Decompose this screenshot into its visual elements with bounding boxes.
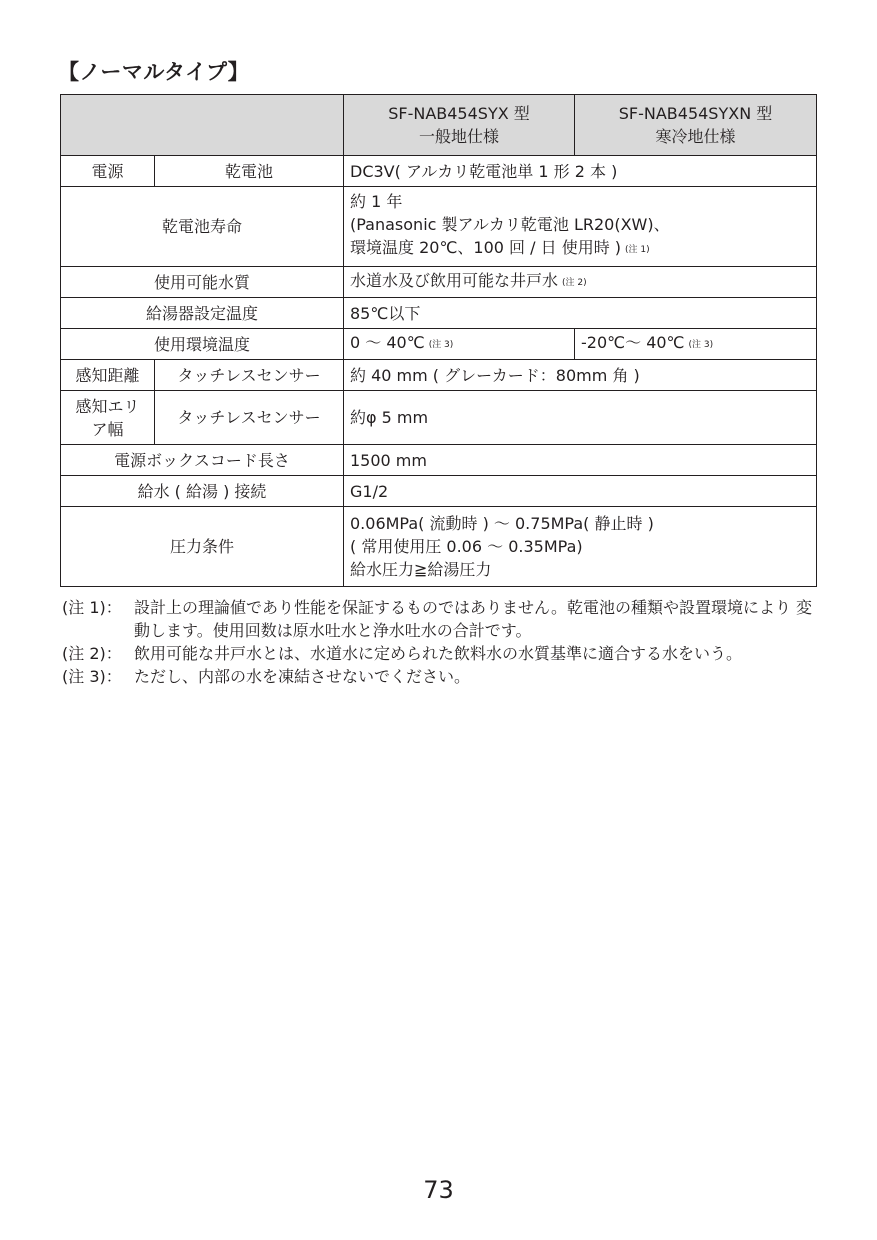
footnote-2 xyxy=(62,642,822,665)
table-row xyxy=(61,187,817,267)
model-spec-2: 寒冷地仕様 xyxy=(655,127,736,146)
pressure-line3: 給水圧力≧給湯圧力 xyxy=(350,560,492,579)
page-number: 73 xyxy=(423,1176,454,1204)
cord-length-label: 電源ボックスコード長さ xyxy=(61,445,344,476)
detect-area-label-line1: 感知エリ xyxy=(75,396,140,416)
detect-area-sub: タッチレスセンサー xyxy=(155,391,344,445)
power-label: 電源 xyxy=(61,156,155,187)
model-name-2: SF-NAB454SYXN 型 xyxy=(618,104,773,123)
table-row xyxy=(61,507,817,587)
note-ref-3b: (注 3) xyxy=(688,339,714,350)
heater-temp-value: 85℃以下 xyxy=(344,298,817,329)
detect-distance-sub: タッチレスセンサー xyxy=(155,360,344,391)
connection-label: 給水 ( 給湯 ) 接続 xyxy=(61,476,344,507)
footnote-label: (注 1)： xyxy=(62,598,122,617)
battery-life-value xyxy=(344,187,817,267)
section-heading: 【ノーマルタイプ】 xyxy=(58,60,250,84)
note-ref-1: (注 1) xyxy=(625,245,650,255)
footnotes xyxy=(62,596,822,688)
pressure-value xyxy=(344,507,817,587)
env-temp-value-2 xyxy=(575,329,817,360)
model-spec-1: 一般地仕様 xyxy=(418,127,499,146)
env-temp-text-1: 0 ～ 40℃ xyxy=(350,332,425,352)
note-ref-2: (注 2) xyxy=(562,277,587,288)
env-temp-text-2: -20℃～ 40℃ xyxy=(581,332,685,352)
env-temp-value-1 xyxy=(344,329,575,360)
detect-area-value: 約φ 5 mm xyxy=(344,391,817,445)
heater-temp-label: 給湯器設定温度 xyxy=(61,298,344,329)
water-quality-label: 使用可能水質 xyxy=(61,267,344,298)
header-blank-cell xyxy=(61,95,344,156)
pressure-line2: ( 常用使用圧 0.06 ～ 0.35MPa) xyxy=(350,537,583,556)
power-value: DC3V( アルカリ乾電池単 1 形 2 本 ) xyxy=(344,156,817,187)
table-header-row xyxy=(61,95,817,156)
table-row xyxy=(61,360,817,391)
env-temp-label: 使用環境温度 xyxy=(61,329,344,360)
footnote-3 xyxy=(62,665,822,688)
battery-life-line2: (Panasonic 製アルカリ乾電池 LR20(XW)、 xyxy=(350,215,670,234)
table-row xyxy=(61,391,817,445)
footnote-1 xyxy=(62,596,822,642)
table-row xyxy=(61,267,817,298)
table-row xyxy=(61,476,817,507)
water-quality-value xyxy=(344,267,817,298)
detect-distance-label: 感知距離 xyxy=(61,360,155,391)
pressure-label: 圧力条件 xyxy=(61,507,344,587)
table-row xyxy=(61,445,817,476)
detect-area-label-line2: ア幅 xyxy=(91,419,124,439)
table-row xyxy=(61,298,817,329)
battery-life-line3: 環境温度 20℃、100 回 / 日 使用時 ) xyxy=(350,238,622,257)
battery-life-label: 乾電池寿命 xyxy=(61,187,344,267)
connection-value: G1/2 xyxy=(344,476,817,507)
detect-area-label xyxy=(61,391,155,445)
footnote-text: ただし、内部の水を凍結させないでください。 xyxy=(134,667,471,686)
pressure-line1: 0.06MPa( 流動時 ) ～ 0.75MPa( 静止時 ) xyxy=(350,514,654,533)
power-sub-label: 乾電池 xyxy=(155,156,344,187)
table-row xyxy=(61,329,817,360)
footnote-label: (注 3)： xyxy=(62,667,122,686)
model-name-1: SF-NAB454SYX 型 xyxy=(388,104,530,123)
battery-life-line1: 約 1 年 xyxy=(350,192,403,211)
header-model-2 xyxy=(575,95,817,156)
spec-table xyxy=(60,94,817,587)
cord-length-value: 1500 mm xyxy=(344,445,817,476)
footnote-text: 設計上の理論値であり性能を保証するものではありません。乾電池の種類や設置環境により 変動します。使用回数は原水吐水と浄水吐水の合計です。 xyxy=(134,598,813,640)
detect-distance-value: 約 40 mm ( グレーカード：80mm 角 ) xyxy=(344,360,817,391)
footnote-label: (注 2)： xyxy=(62,644,122,663)
footnote-text: 飲用可能な井戸水とは、水道水に定められた飲料水の水質基準に適合する水をいう。 xyxy=(134,644,743,663)
water-quality-text: 水道水及び飲用可能な井戸水 xyxy=(350,270,559,290)
table-row xyxy=(61,156,817,187)
note-ref-3a: (注 3) xyxy=(428,339,454,350)
header-model-1 xyxy=(344,95,575,156)
